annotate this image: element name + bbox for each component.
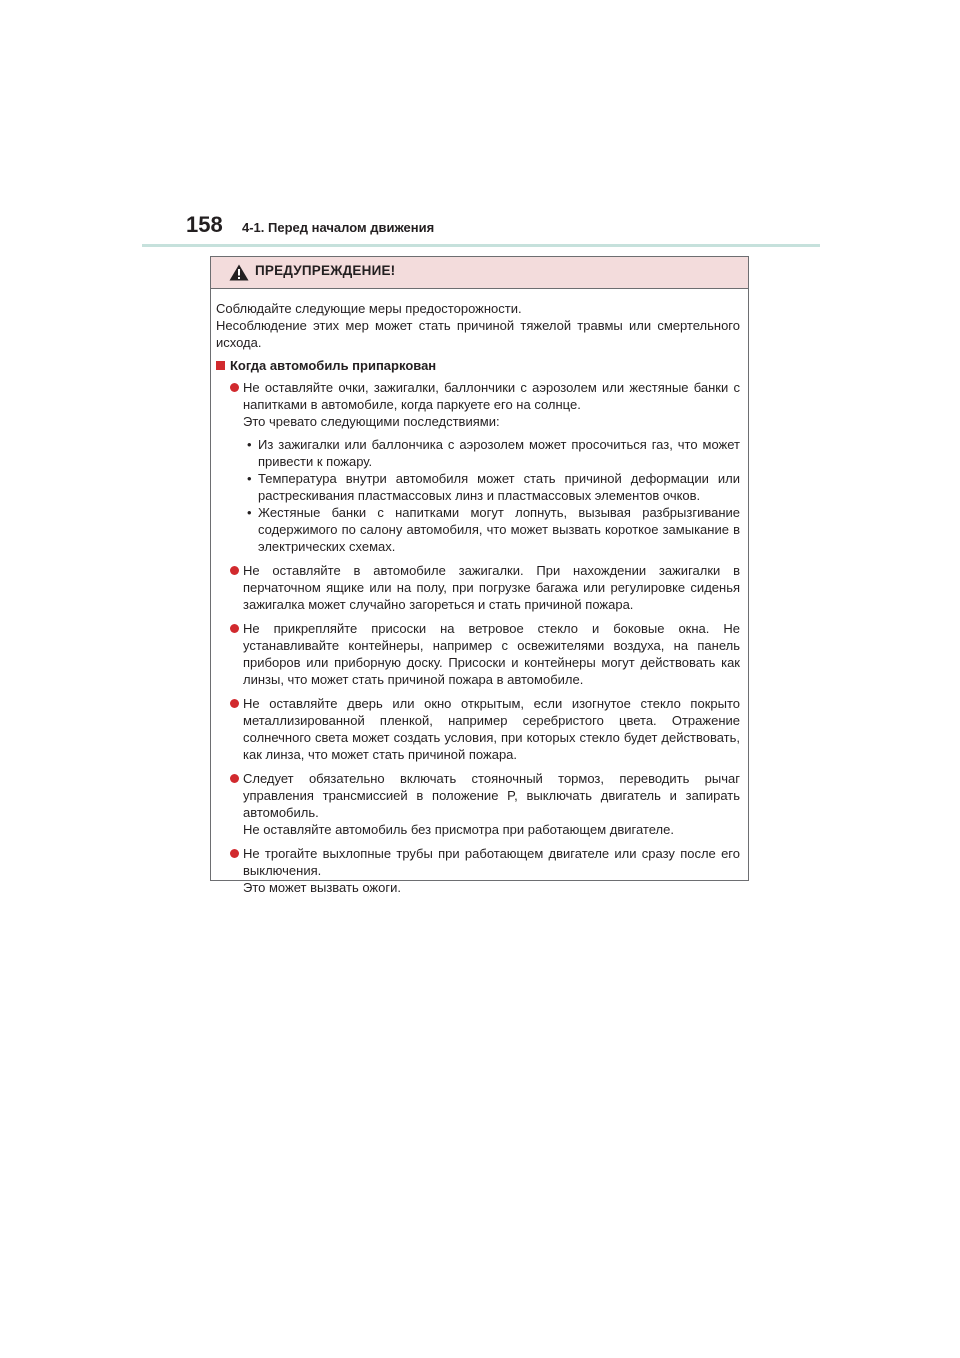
page-number: 158 <box>186 212 223 237</box>
list-item-text: Не прикрепляйте присоски на ветровое стекло и боковые окна. Не устанавливайте контейнеры, например с освежителями воздуха, на панель приборов или приборную доску. Присоски и контейнеры могут действовать как линзы, что может стать причиной пожара в автомобиле. <box>243 621 740 687</box>
list-item-note: Не оставляйте автомобиль без присмотра при работающем двигателе. <box>243 822 674 837</box>
list-item-text: Не оставляйте в автомобиле зажигалки. При нахождении зажигалки в перчаточном ящике или на полу, при погрузке багажа или регулировке сиденья зажигалка может случайно загореться и стать причиной пожара. <box>243 563 740 612</box>
bullet-dot-icon <box>230 774 239 783</box>
sub-bullet-icon: • <box>247 505 252 520</box>
sub-list <box>243 436 740 555</box>
subheading <box>216 357 740 374</box>
list-item <box>216 379 740 555</box>
list-item-text: Следует обязательно включать стояночный тормоз, переводить рычаг управления трансмиссией в положение P, выключать двигатель и запирать автомобиль. <box>243 771 740 820</box>
warning-title: ПРЕДУПРЕЖДЕНИЕ! <box>255 263 396 278</box>
list-item-text: Не оставляйте дверь или окно открытым, если изогнутое стекло покрыто металлизированной пленкой, например серебристого цвета. Отражение солнечного света может создать условия, при которых стекло будет действовать, как линза, что может стать причиной пожара. <box>243 696 740 762</box>
list-item-text: Не оставляйте очки, зажигалки, баллончики с аэрозолем или жестяные банки с напитками в автомобиле, когда паркуете его на солнце. <box>243 380 740 412</box>
sub-list-item <box>216 504 740 555</box>
sub-bullet-icon: • <box>247 471 252 486</box>
warning-header <box>211 257 748 289</box>
header-divider <box>142 244 820 247</box>
warning-body <box>211 289 748 896</box>
list-item <box>216 620 740 688</box>
list-item <box>216 562 740 613</box>
sub-list-item-text: Жестяные банки с напитками могут лопнуть, вызывая разбрызгивание содержимого по салону автомобиля, что может вызвать короткое замыкание в электрических схемах. <box>258 505 740 554</box>
warning-triangle-icon <box>229 264 249 281</box>
bullet-dot-icon <box>230 849 239 858</box>
bullet-dot-icon <box>230 699 239 708</box>
list-item <box>216 770 740 838</box>
list-item <box>216 845 740 896</box>
list-item-text: Не трогайте выхлопные трубы при работающем двигателе или сразу после его выключения. <box>243 846 740 878</box>
sub-list-item <box>216 436 740 470</box>
bullet-dot-icon <box>230 624 239 633</box>
bullet-dot-icon <box>230 383 239 392</box>
bullet-dot-icon <box>230 566 239 575</box>
page-header <box>142 212 820 246</box>
square-bullet-icon <box>216 361 225 370</box>
sub-list-item-text: Из зажигалки или баллончика с аэрозолем может просочиться газ, что может привести к пожару. <box>258 437 740 469</box>
warning-box <box>210 256 749 895</box>
subheading-text: Когда автомобиль припаркован <box>230 358 437 373</box>
list-item-note: Это чревато следующими последствиями: <box>243 414 500 429</box>
sub-bullet-icon: • <box>247 437 252 452</box>
warning-intro: Соблюдайте следующие меры предосторожности. Несоблюдение этих мер может стать причиной тяжелой травмы или смертельного исхода. <box>216 301 740 350</box>
section-title: 4-1. Перед началом движения <box>242 220 435 235</box>
sub-list-item-text: Температура внутри автомобиля может стать причиной деформации или растрескивания пластмассовых линз и пластмассовых элементов очков. <box>258 471 740 503</box>
list-item-note: Это может вызвать ожоги. <box>243 880 401 895</box>
list-item <box>216 695 740 763</box>
sub-list-item <box>216 470 740 504</box>
